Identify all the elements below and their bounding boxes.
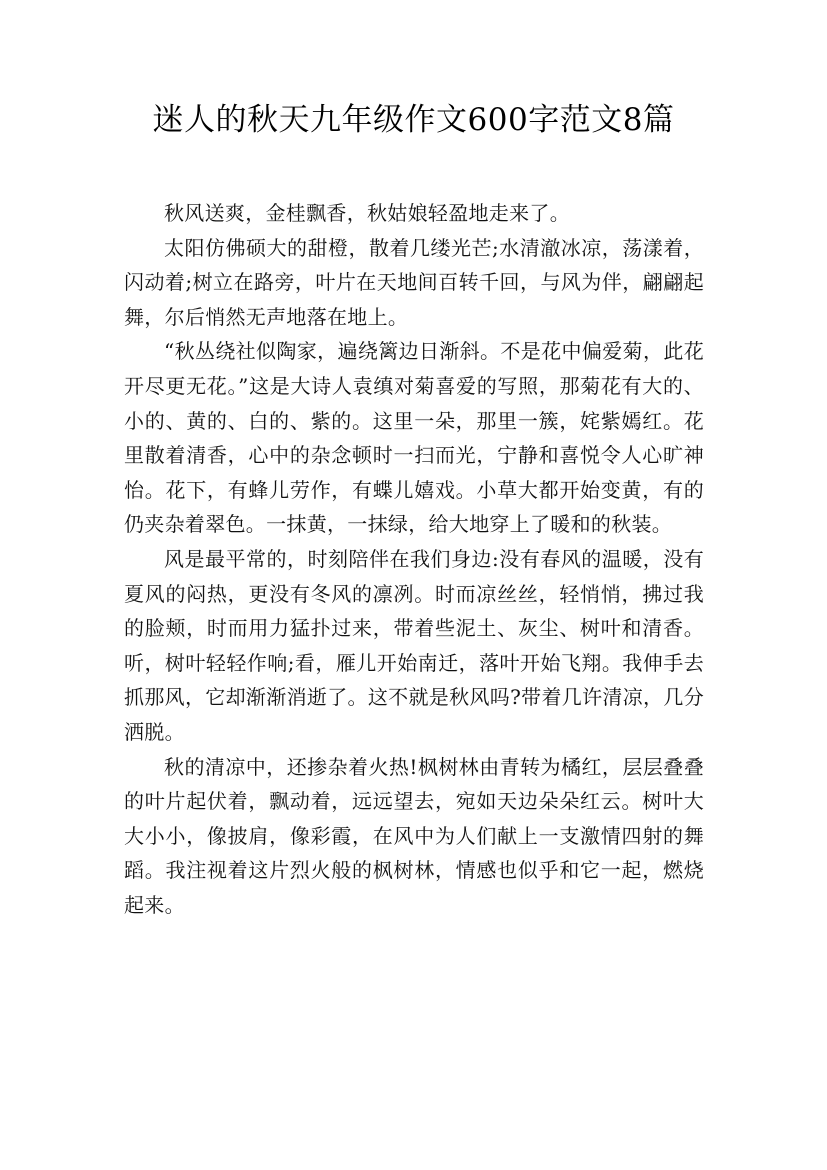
document-title: 迷人的秋天九年级作文600字范文8篇 [152,102,675,138]
paragraph: 太阳仿佛硕大的甜橙，散着几缕光芒;水清澈冰凉，荡漾着，闪动着;树立在路旁，叶片在天地间百转千回，与风为伴，翩翩起舞，尔后悄然无声地落在地上。 [124,235,704,329]
paragraph: “秋丛绕社似陶家，遍绕篱边日渐斜。不是花中偏爱菊，此花开尽更无花。”这是大诗人袁缜对菊喜爱的写照，那菊花有大的、小的、黄的、白的、紫的。这里一朵，那里一簇，姹紫嫣红。花里散着清香，心中的杂念顿时一扫而光，宁静和喜悦令人心旷神怡。花下，有蜂儿劳作，有蝶儿嬉戏。小草大都开始变黄，有的仍夹杂着翠色。一抹黄，一抹绿，给大地穿上了暖和的秋装。 [124,339,704,537]
paragraph: 风是最平常的，时刻陪伴在我们身边:没有春风的温暖，没有夏风的闷热，更没有冬风的凛冽。时而凉丝丝，轻悄悄，拂过我的脸颊，时而用力猛扑过来，带着些泥土、灰尘、树叶和清香。听，树叶轻轻作响;看，雁儿开始南迁，落叶开始飞翔。我伸手去抓那风，它却渐渐消逝了。这不就是秋风吗?带着几许清凉，几分洒脱。 [124,546,704,744]
document-body [124,196,704,922]
paragraph: 秋的清凉中，还掺杂着火热!枫树林由青转为橘红，层层叠叠的叶片起伏着，飘动着，远远望去，宛如天边朵朵红云。树叶大大小小，像披肩，像彩霞，在风中为人们献上一支激情四射的舞蹈。我注视着这片烈火般的枫树林，情感也似乎和它一起，燃烧起来。 [124,754,704,917]
paragraph: 秋风送爽，金桂飘香，秋姑娘轻盈地走来了。 [164,201,570,225]
